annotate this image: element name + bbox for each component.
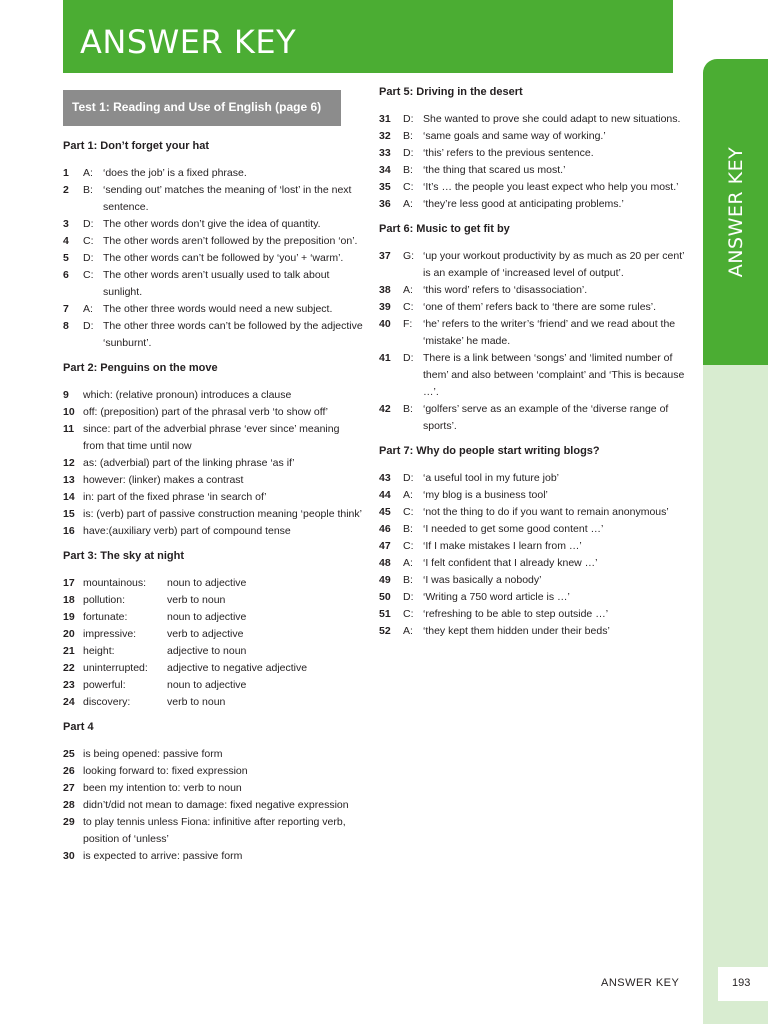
answer-item bbox=[63, 216, 363, 233]
answer-item bbox=[379, 572, 689, 589]
answer-item bbox=[63, 233, 363, 250]
footer-label: ANSWER KEY bbox=[601, 977, 680, 989]
answer-letter: A: bbox=[403, 557, 413, 569]
section-heading: Part 5: Driving in the desert bbox=[379, 86, 523, 98]
answer-text: ‘up your workout productivity by as much as 20 per cent’ is an example of ‘increased level of output’. bbox=[423, 250, 685, 279]
question-number: 19 bbox=[63, 611, 75, 623]
answer-text: is: (verb) part of passive construction meaning ‘people think’ bbox=[83, 508, 362, 520]
answer-item bbox=[379, 128, 689, 145]
answer-item bbox=[63, 677, 363, 694]
question-number: 36 bbox=[379, 198, 391, 210]
answer-letter: D: bbox=[83, 252, 94, 264]
answer-text: The other three words would need a new subject. bbox=[103, 303, 333, 315]
answer-section bbox=[63, 360, 363, 540]
question-number: 51 bbox=[379, 608, 391, 620]
answer-text: ‘one of them’ refers back to ‘there are some rules’. bbox=[423, 301, 657, 313]
section-heading: Part 7: Why do people start writing blogs? bbox=[379, 445, 600, 457]
answer-letter: B: bbox=[403, 403, 413, 415]
answer-word: pollution: bbox=[83, 594, 126, 606]
question-number: 40 bbox=[379, 318, 391, 330]
answer-word: height: bbox=[83, 645, 115, 657]
answer-text: ‘sending out’ matches the meaning of ‘lost’ in the next sentence. bbox=[103, 184, 352, 213]
answer-letter: D: bbox=[403, 113, 414, 125]
answer-item bbox=[63, 267, 363, 301]
question-number: 50 bbox=[379, 591, 391, 603]
answer-item bbox=[63, 643, 363, 660]
answer-letter: B: bbox=[83, 184, 93, 196]
answer-item bbox=[63, 780, 363, 797]
answer-text: ‘does the job’ is a fixed phrase. bbox=[103, 167, 247, 179]
answer-text: adjective to noun bbox=[167, 645, 247, 657]
answer-word: powerful: bbox=[83, 679, 126, 691]
answer-letter: C: bbox=[403, 540, 414, 552]
question-number: 3 bbox=[63, 218, 69, 230]
answer-item bbox=[63, 387, 363, 404]
question-number: 52 bbox=[379, 625, 391, 637]
question-number: 30 bbox=[63, 850, 75, 862]
question-number: 10 bbox=[63, 406, 75, 418]
question-number: 9 bbox=[63, 389, 69, 401]
answer-letter: A: bbox=[403, 198, 413, 210]
answer-text: ‘I needed to get some good content …’ bbox=[423, 523, 604, 535]
question-number: 6 bbox=[63, 269, 69, 281]
answer-item bbox=[379, 145, 689, 162]
answer-text: verb to adjective bbox=[167, 628, 244, 640]
answer-text: ‘It’s … the people you least expect who help you most.’ bbox=[423, 181, 679, 193]
answer-letter: B: bbox=[403, 164, 413, 176]
test-heading: Test 1: Reading and Use of English (page 6) bbox=[72, 100, 322, 114]
answer-item bbox=[63, 763, 363, 780]
answer-text: She wanted to prove she could adapt to new situations. bbox=[423, 113, 681, 125]
answer-text: ‘a useful tool in my future job’ bbox=[423, 472, 559, 484]
question-number: 47 bbox=[379, 540, 391, 552]
answer-text: ‘If I make mistakes I learn from …’ bbox=[423, 540, 582, 552]
answer-text: however: (linker) makes a contrast bbox=[83, 474, 244, 486]
left-column bbox=[63, 138, 363, 873]
answer-letter: C: bbox=[83, 269, 94, 281]
answer-item bbox=[379, 179, 689, 196]
question-number: 41 bbox=[379, 352, 391, 364]
answer-text: ‘not the thing to do if you want to remain anonymous’ bbox=[423, 506, 669, 518]
question-number: 5 bbox=[63, 252, 69, 264]
question-number: 16 bbox=[63, 525, 75, 537]
answer-item bbox=[63, 523, 363, 540]
answer-item bbox=[63, 575, 363, 592]
question-number: 15 bbox=[63, 508, 75, 520]
answer-text: adjective to negative adjective bbox=[167, 662, 308, 674]
answer-letter: C: bbox=[403, 608, 414, 620]
answer-section bbox=[63, 138, 363, 352]
answer-letter: D: bbox=[83, 218, 94, 230]
answer-text: ‘they’re less good at anticipating problems.’ bbox=[423, 198, 624, 210]
answer-text: ‘they kept them hidden under their beds’ bbox=[423, 625, 610, 637]
answer-text: noun to adjective bbox=[167, 679, 247, 691]
answer-text: The other words aren’t usually used to talk about sunlight. bbox=[103, 269, 330, 298]
section-heading: Part 2: Penguins on the move bbox=[63, 362, 218, 374]
answer-text: off: (preposition) part of the phrasal verb ‘to show off’ bbox=[83, 406, 328, 418]
answer-text: looking forward to: fixed expression bbox=[83, 765, 248, 777]
answer-item bbox=[63, 182, 363, 216]
answer-item bbox=[63, 797, 363, 814]
question-number: 11 bbox=[63, 423, 75, 435]
answer-item bbox=[63, 848, 363, 865]
answer-section bbox=[379, 443, 689, 640]
question-number: 2 bbox=[63, 184, 69, 196]
answer-section bbox=[379, 84, 689, 213]
question-number: 31 bbox=[379, 113, 391, 125]
question-number: 25 bbox=[63, 748, 75, 760]
answer-text: ‘this word’ refers to ‘disassociation’. bbox=[423, 284, 588, 296]
answer-item bbox=[63, 506, 363, 523]
question-number: 17 bbox=[63, 577, 75, 589]
answer-letter: B: bbox=[403, 523, 413, 535]
side-strip bbox=[703, 365, 768, 1024]
page-number: 193 bbox=[732, 977, 751, 989]
answer-letter: A: bbox=[83, 167, 93, 179]
question-number: 27 bbox=[63, 782, 75, 794]
answer-section bbox=[379, 221, 689, 435]
answer-text: is being opened: passive form bbox=[83, 748, 223, 760]
answer-letter: C: bbox=[403, 506, 414, 518]
answer-item bbox=[63, 814, 363, 848]
right-column bbox=[379, 84, 689, 648]
answer-item bbox=[63, 455, 363, 472]
answer-letter: G: bbox=[403, 250, 415, 262]
answer-text: ‘the thing that scared us most.’ bbox=[423, 164, 566, 176]
answer-item bbox=[379, 538, 689, 555]
question-number: 43 bbox=[379, 472, 391, 484]
answer-text: There is a link between ‘songs’ and ‘limited number of them’ and also between ‘complaint’ and ‘This is because …’. bbox=[423, 352, 685, 398]
question-number: 20 bbox=[63, 628, 75, 640]
question-number: 34 bbox=[379, 164, 391, 176]
answer-letter: C: bbox=[83, 235, 94, 247]
answer-item bbox=[63, 472, 363, 489]
answer-section bbox=[63, 719, 363, 865]
answer-text: ‘I felt confident that I already knew …’ bbox=[423, 557, 598, 569]
answer-word: fortunate: bbox=[83, 611, 128, 623]
question-number: 14 bbox=[63, 491, 75, 503]
answer-text: ‘he’ refers to the writer’s ‘friend’ and we read about the ‘mistake’ he made. bbox=[423, 318, 676, 347]
answer-letter: B: bbox=[403, 574, 413, 586]
answer-section bbox=[63, 548, 363, 711]
answer-letter: A: bbox=[403, 284, 413, 296]
answer-text: is expected to arrive: passive form bbox=[83, 850, 243, 862]
answer-text: The other words aren’t followed by the preposition ‘on’. bbox=[103, 235, 358, 247]
question-number: 22 bbox=[63, 662, 75, 674]
answer-text: verb to noun bbox=[167, 594, 226, 606]
question-number: 23 bbox=[63, 679, 75, 691]
answer-text: ‘my blog is a business tool’ bbox=[423, 489, 548, 501]
question-number: 24 bbox=[63, 696, 75, 708]
question-number: 38 bbox=[379, 284, 391, 296]
answer-item bbox=[63, 301, 363, 318]
answer-text: been my intention to: verb to noun bbox=[83, 782, 242, 794]
answer-text: verb to noun bbox=[167, 696, 226, 708]
section-heading: Part 1: Don’t forget your hat bbox=[63, 140, 210, 152]
answer-text: to play tennis unless Fiona: infinitive after reporting verb, position of ‘unless’ bbox=[83, 816, 346, 845]
answer-text: have:(auxiliary verb) part of compound tense bbox=[83, 525, 291, 537]
answer-item bbox=[63, 626, 363, 643]
answer-item bbox=[379, 111, 689, 128]
answer-text: as: (adverbial) part of the linking phrase ‘as if’ bbox=[83, 457, 295, 469]
question-number: 49 bbox=[379, 574, 391, 586]
answer-item bbox=[379, 350, 689, 401]
answer-letter: D: bbox=[403, 352, 414, 364]
answer-text: ‘I was basically a nobody’ bbox=[423, 574, 542, 586]
side-tab-label: ANSWER KEY bbox=[724, 146, 747, 278]
answer-item bbox=[63, 318, 363, 352]
answer-letter: D: bbox=[83, 320, 94, 332]
question-number: 35 bbox=[379, 181, 391, 193]
answer-item bbox=[63, 489, 363, 506]
answer-text: in: part of the fixed phrase ‘in search of’ bbox=[83, 491, 267, 503]
answer-item bbox=[379, 487, 689, 504]
answer-item bbox=[379, 316, 689, 350]
answer-text: ‘refreshing to be able to step outside …’ bbox=[423, 608, 609, 620]
question-number: 46 bbox=[379, 523, 391, 535]
section-heading: Part 4 bbox=[63, 721, 94, 733]
answer-word: mountainous: bbox=[83, 577, 147, 589]
answer-letter: F: bbox=[403, 318, 413, 330]
question-number: 37 bbox=[379, 250, 391, 262]
answer-letter: C: bbox=[403, 301, 414, 313]
answer-text: noun to adjective bbox=[167, 577, 247, 589]
question-number: 21 bbox=[63, 645, 75, 657]
answer-letter: D: bbox=[403, 591, 414, 603]
question-number: 33 bbox=[379, 147, 391, 159]
answer-item bbox=[63, 421, 363, 455]
answer-item bbox=[379, 196, 689, 213]
question-number: 12 bbox=[63, 457, 75, 469]
answer-text: noun to adjective bbox=[167, 611, 247, 623]
answer-text: ‘Writing a 750 word article is …’ bbox=[423, 591, 570, 603]
answer-item bbox=[63, 404, 363, 421]
answer-item bbox=[379, 589, 689, 606]
question-number: 45 bbox=[379, 506, 391, 518]
answer-text: ‘this’ refers to the previous sentence. bbox=[423, 147, 594, 159]
answer-item bbox=[379, 470, 689, 487]
answer-item bbox=[379, 248, 689, 282]
answer-item bbox=[63, 250, 363, 267]
question-number: 8 bbox=[63, 320, 69, 332]
answer-text: ‘golfers’ serve as an example of the ‘diverse range of sports’. bbox=[423, 403, 669, 432]
answer-word: uninterrupted: bbox=[83, 662, 148, 674]
answer-text: which: (relative pronoun) introduces a clause bbox=[83, 389, 292, 401]
answer-item bbox=[379, 504, 689, 521]
header-banner bbox=[63, 0, 673, 73]
question-number: 28 bbox=[63, 799, 75, 811]
question-number: 1 bbox=[63, 167, 69, 179]
answer-item bbox=[379, 555, 689, 572]
answer-letter: A: bbox=[83, 303, 93, 315]
answer-item bbox=[379, 162, 689, 179]
answer-text: The other words don’t give the idea of quantity. bbox=[103, 218, 321, 230]
question-number: 29 bbox=[63, 816, 75, 828]
answer-letter: B: bbox=[403, 130, 413, 142]
answer-item bbox=[63, 592, 363, 609]
answer-item bbox=[379, 282, 689, 299]
section-heading: Part 3: The sky at night bbox=[63, 550, 185, 562]
answer-letter: A: bbox=[403, 625, 413, 637]
answer-item bbox=[63, 165, 363, 182]
question-number: 26 bbox=[63, 765, 75, 777]
answer-text: didn’t/did not mean to damage: fixed negative expression bbox=[83, 799, 349, 811]
answer-letter: C: bbox=[403, 181, 414, 193]
question-number: 18 bbox=[63, 594, 75, 606]
section-heading: Part 6: Music to get fit by bbox=[379, 223, 510, 235]
question-number: 39 bbox=[379, 301, 391, 313]
question-number: 4 bbox=[63, 235, 69, 247]
answer-text: ‘same goals and same way of working.’ bbox=[423, 130, 606, 142]
answer-word: discovery: bbox=[83, 696, 131, 708]
answer-item bbox=[379, 299, 689, 316]
question-number: 42 bbox=[379, 403, 391, 415]
answer-item bbox=[379, 401, 689, 435]
question-number: 32 bbox=[379, 130, 391, 142]
question-number: 48 bbox=[379, 557, 391, 569]
answer-letter: A: bbox=[403, 489, 413, 501]
side-tab bbox=[703, 59, 768, 365]
answer-word: impressive: bbox=[83, 628, 137, 640]
question-number: 13 bbox=[63, 474, 75, 486]
answer-letter: D: bbox=[403, 472, 414, 484]
answer-item bbox=[63, 694, 363, 711]
page-title: ANSWER KEY bbox=[80, 23, 297, 61]
answer-text: The other three words can’t be followed by the adjective ‘sunburnt’. bbox=[103, 320, 363, 349]
answer-text: The other words can’t be followed by ‘you’ + ‘warm’. bbox=[103, 252, 344, 264]
question-number: 7 bbox=[63, 303, 69, 315]
answer-letter: D: bbox=[403, 147, 414, 159]
test-heading-box bbox=[63, 90, 341, 126]
answer-text: since: part of the adverbial phrase ‘ever since’ meaning from that time until now bbox=[83, 423, 340, 452]
answer-item bbox=[63, 746, 363, 763]
answer-item bbox=[379, 521, 689, 538]
answer-item bbox=[63, 660, 363, 677]
page-number-box bbox=[718, 967, 768, 1001]
answer-item bbox=[63, 609, 363, 626]
question-number: 44 bbox=[379, 489, 391, 501]
answer-item bbox=[379, 623, 689, 640]
answer-item bbox=[379, 606, 689, 623]
